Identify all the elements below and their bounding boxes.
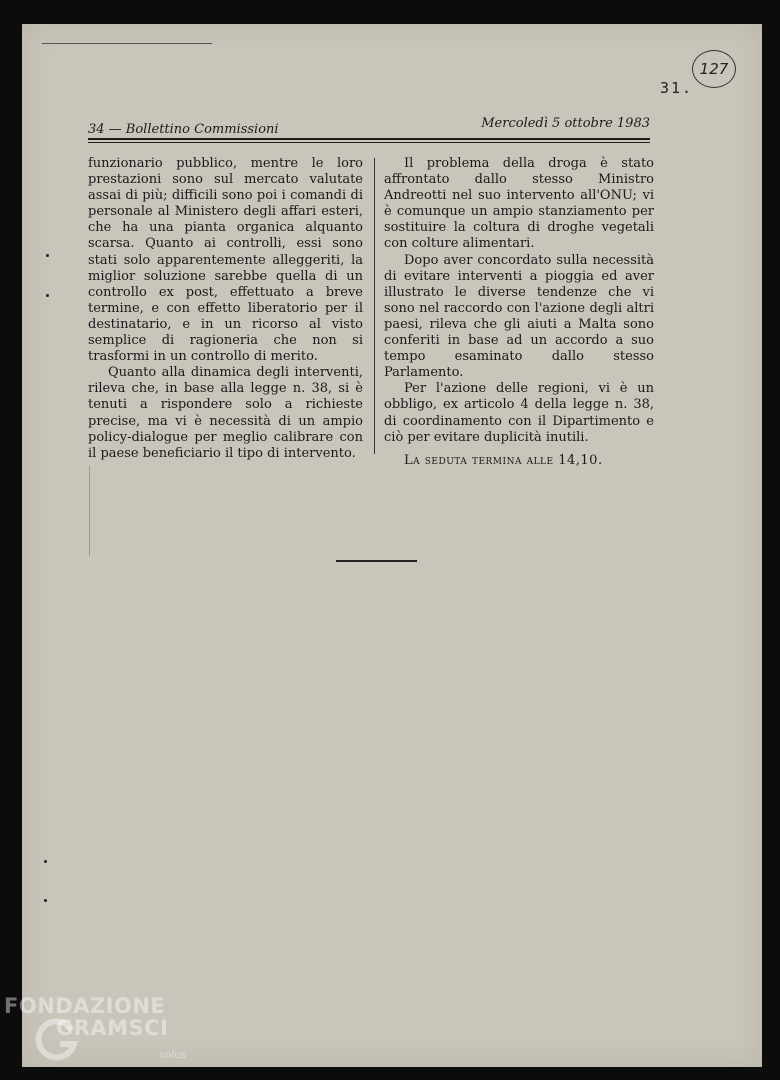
paragraph: Per l'azione delle regioni, vi è un obbligo, ex articolo 4 della legge n. 38, di coordinamento con il Dipartimento e ciò per evitare duplicità inutili. [384, 381, 654, 445]
closing-line: La seduta termina alle 14,10. [404, 452, 603, 468]
archive-page-number: 31. [660, 79, 694, 97]
end-rule [336, 560, 417, 562]
header-date: Mercoledì 5 ottobre 1983 [481, 116, 650, 131]
column-divider [374, 158, 375, 454]
left-column [88, 156, 363, 462]
watermark-logo [4, 994, 224, 1074]
archive-stamp: 127 [692, 50, 736, 88]
right-column [384, 156, 654, 469]
header-publication: 34 — Bollettino Commissioni [88, 122, 279, 137]
header-rule-thin [88, 142, 650, 143]
margin-line [89, 466, 90, 556]
hole-dot [44, 899, 47, 902]
watermark-line2: GRAMSCI [56, 1016, 169, 1040]
running-header [88, 116, 650, 136]
header-rule [88, 138, 650, 140]
hole-dot [46, 254, 49, 257]
top-rule [42, 43, 212, 44]
paragraph: Dopo aver concordato sulla necessità di evitare interventi a pioggia ed aver illustrato le diverse tendenze che vi sono nel raccordo con l'azione degli altri paesi, rileva che gli aiuti a Malta sono conferiti in base ad un accordo a suo tempo esaminato dallo stesso Parlamento. [384, 252, 654, 381]
paragraph: funzionario pubblico, mentre le loro prestazioni sono sul mercato valutate assai di più; difficili sono poi i comandi di personale al Ministero degli affari esteri, che ha una pianta organica alquanto scarsa. Quanto ai controlli, essi sono stati solo apparentemente alleggeriti, la miglior soluzione sarebbe quella di un controllo ex post, effettuato a breve termine, e con effetto liberatorio per il destinatario, e in un ricorso al visto semplice di ragioneria che non si trasformi in un controllo di merito. [88, 156, 363, 365]
watermark-suffix: onlus [159, 1050, 186, 1061]
hole-dot [44, 860, 47, 863]
paragraph: Il problema della droga è stato affrontato dallo stesso Ministro Andreotti nel suo intervento all'ONU; vi è comunque un ampio stanziamento per sostituire la coltura di droghe vegetali con colture alimentari. [384, 156, 654, 252]
hole-dot [46, 294, 49, 297]
paragraph: Quanto alla dinamica degli interventi, rileva che, in base alla legge n. 38, si è tenuti a rispondere solo a richieste precise, ma vi è necessità di un ampio policy-dialogue per meglio calibrare con il paese beneficiario il tipo di intervento. [88, 365, 363, 461]
watermark-line1: FONDAZIONE [4, 994, 166, 1018]
